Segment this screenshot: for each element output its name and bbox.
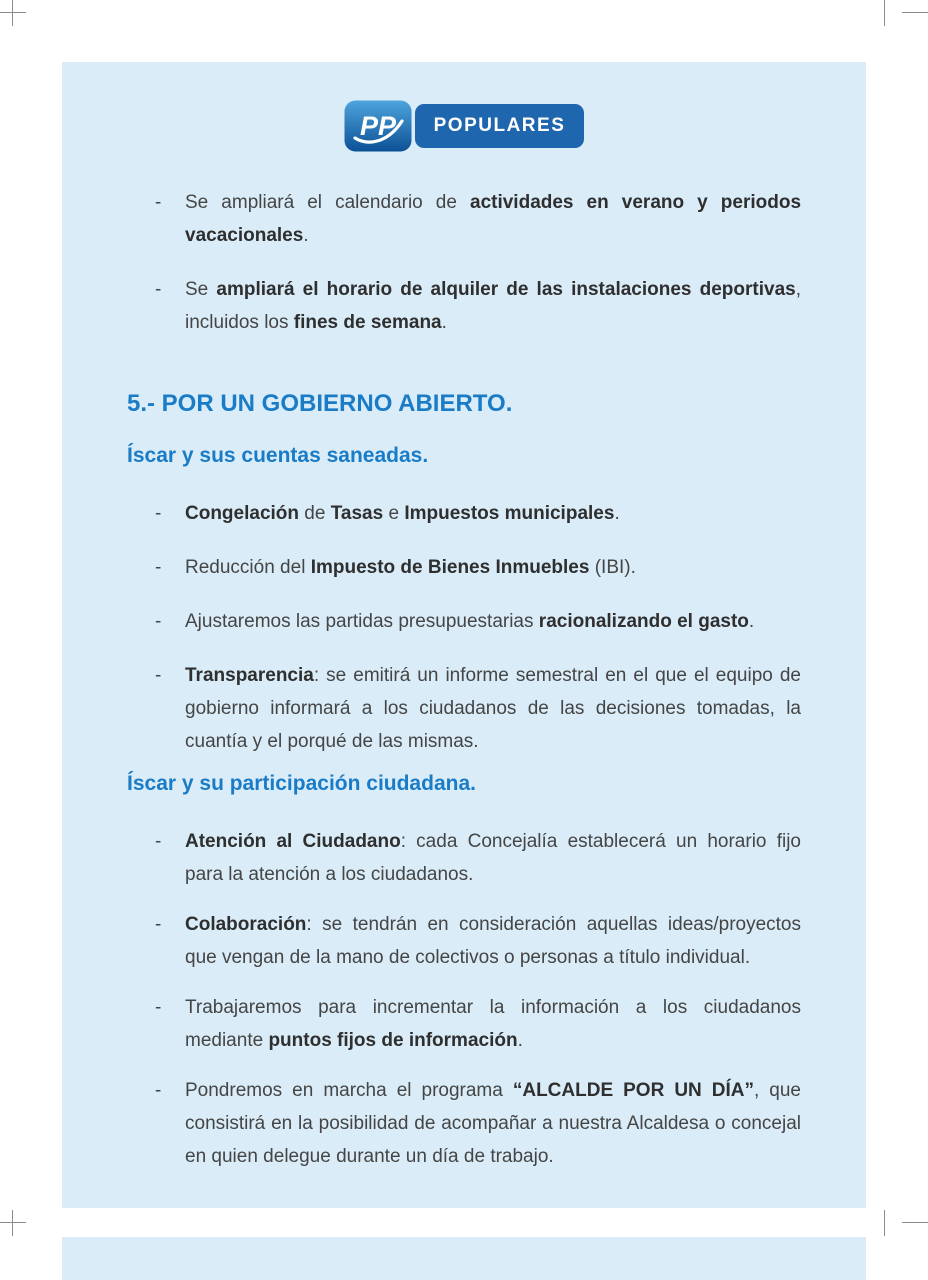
bullet-dash: - (155, 831, 162, 852)
subsection-list-participacion (127, 825, 801, 1173)
list-item (127, 659, 801, 758)
list-item (127, 551, 801, 584)
subsection-title-participacion: Íscar y su participación ciudadana. (127, 772, 476, 795)
crop-mark (884, 0, 885, 26)
crop-mark (12, 1210, 13, 1236)
bullet-text: Atención al Ciudadano: cada Concejalía establecerá un horario fijo para la atención a los ciudadanos. (185, 831, 801, 885)
bullet-text: Reducción del Impuesto de Bienes Inmuebles (IBI). (185, 557, 636, 578)
next-page-edge (62, 1237, 866, 1280)
list-item (127, 908, 801, 974)
list-item (127, 497, 801, 530)
bullet-text: Ajustaremos las partidas presupuestarias racionalizando el gasto. (185, 611, 755, 632)
crop-mark (12, 0, 13, 26)
bullet-text: Transparencia: se emitirá un informe semestral en el que el equipo de gobierno informará a los ciudadanos de las decisiones tomadas, la cuantía y el porqué de las mismas. (185, 665, 801, 752)
bullet-text: Congelación de Tasas e Impuestos municipales. (185, 503, 620, 524)
document-page (62, 62, 866, 1208)
bullet-text: Se ampliará el calendario de actividades en verano y periodos vacacionales. (185, 192, 802, 246)
bullet-dash: - (155, 279, 162, 300)
bullet-dash: - (155, 557, 162, 578)
bullet-text: Colaboración: se tendrán en consideración aquellas ideas/proyectos que vengan de la mano de colectivos o personas a título individual. (185, 914, 801, 968)
intro-list (127, 186, 801, 339)
bullet-dash: - (155, 997, 162, 1018)
subsection-list-cuentas (127, 497, 801, 758)
bullet-dash: - (155, 192, 162, 213)
crop-mark (0, 1222, 26, 1223)
list-item (127, 186, 801, 252)
list-item (127, 991, 801, 1057)
bullet-text: Se ampliará el horario de alquiler de las instalaciones deportivas, incluidos los fines de semana. (185, 279, 801, 333)
pp-logo (127, 62, 801, 152)
crop-mark (902, 1222, 928, 1223)
populares-label: POPULARES (433, 115, 566, 136)
subsection-title-cuentas: Íscar y sus cuentas saneadas. (127, 444, 429, 467)
crop-mark (902, 12, 928, 13)
list-item (127, 825, 801, 891)
crop-mark (884, 1210, 885, 1236)
pp-logo-icon (344, 100, 412, 152)
section-title: 5.- POR UN GOBIERNO ABIERTO. (127, 390, 513, 417)
list-item (127, 605, 801, 638)
bullet-text: Trabajaremos para incrementar la información a los ciudadanos mediante puntos fijos de información. (185, 997, 801, 1051)
bullet-dash: - (155, 611, 162, 632)
list-item (127, 1074, 801, 1173)
list-item (127, 273, 801, 339)
bullet-dash: - (155, 1080, 162, 1101)
crop-mark (0, 12, 26, 13)
bullet-dash: - (155, 914, 162, 935)
pp-letters: PP (359, 111, 396, 141)
bullet-dash: - (155, 665, 162, 686)
populares-wordmark (415, 104, 585, 148)
bullet-text: Pondremos en marcha el programa “ALCALDE POR UN DÍA”, que consistirá en la posibilidad de acompañar a nuestra Alcaldesa o concejal en quien delegue durante un día de trabajo. (185, 1080, 801, 1167)
bullet-dash: - (155, 503, 162, 524)
